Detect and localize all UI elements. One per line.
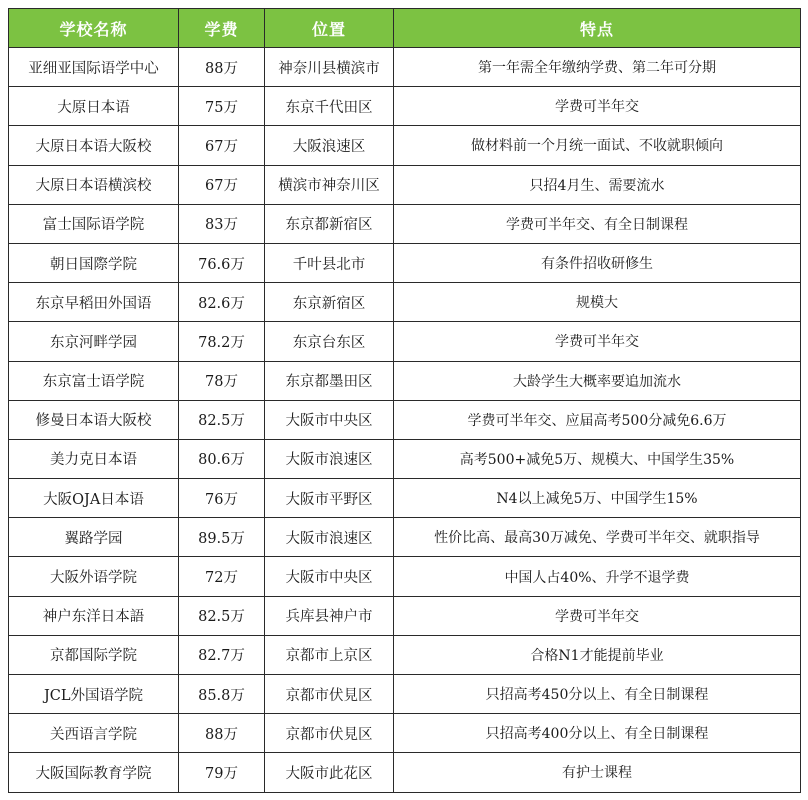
cell-features: 合格N1才能提前毕业: [394, 635, 801, 674]
cell-fee: 75万: [179, 87, 265, 126]
cell-location: 神奈川县横滨市: [265, 48, 394, 87]
cell-features: 学费可半年交: [394, 322, 801, 361]
cell-location: 兵库县神户市: [265, 596, 394, 635]
table-row: [9, 675, 801, 714]
header-location: 位置: [265, 9, 394, 48]
cell-school-name: 东京富士语学院: [9, 361, 179, 400]
cell-fee: 82.5万: [179, 400, 265, 439]
cell-school-name: 翼路学园: [9, 518, 179, 557]
cell-location: 东京都墨田区: [265, 361, 394, 400]
cell-location: 京都市伏見区: [265, 675, 394, 714]
cell-fee: 83万: [179, 204, 265, 243]
cell-location: 千叶县北市: [265, 243, 394, 282]
cell-location: 东京都新宿区: [265, 204, 394, 243]
cell-features: 有条件招收研修生: [394, 243, 801, 282]
cell-location: 大阪浪速区: [265, 126, 394, 165]
cell-features: 第一年需全年缴纳学费、第二年可分期: [394, 48, 801, 87]
table-row: [9, 714, 801, 753]
cell-fee: 79万: [179, 753, 265, 792]
cell-location: 大阪市平野区: [265, 479, 394, 518]
cell-school-name: 大原日本语大阪校: [9, 126, 179, 165]
cell-features: 高考500+减免5万、规模大、中国学生35%: [394, 439, 801, 478]
cell-fee: 78万: [179, 361, 265, 400]
cell-fee: 76万: [179, 479, 265, 518]
cell-location: 大阪市此花区: [265, 753, 394, 792]
table-row: [9, 557, 801, 596]
table-row: [9, 439, 801, 478]
cell-features: 学费可半年交、有全日制课程: [394, 204, 801, 243]
cell-school-name: 修曼日本语大阪校: [9, 400, 179, 439]
cell-location: 大阪市中央区: [265, 400, 394, 439]
cell-fee: 85.8万: [179, 675, 265, 714]
cell-school-name: 大原日本语: [9, 87, 179, 126]
cell-location: 京都市伏見区: [265, 714, 394, 753]
table-row: [9, 596, 801, 635]
table-row: [9, 87, 801, 126]
cell-features: 规模大: [394, 283, 801, 322]
cell-features: 学费可半年交: [394, 596, 801, 635]
table-body: [9, 48, 801, 793]
table-row: [9, 518, 801, 557]
table-row: [9, 48, 801, 87]
cell-location: 东京新宿区: [265, 283, 394, 322]
table-row: [9, 322, 801, 361]
cell-location: 横滨市神奈川区: [265, 165, 394, 204]
cell-fee: 82.5万: [179, 596, 265, 635]
cell-features: 大龄学生大概率要追加流水: [394, 361, 801, 400]
cell-fee: 88万: [179, 714, 265, 753]
cell-school-name: 朝日国際学院: [9, 243, 179, 282]
cell-location: 大阪市中央区: [265, 557, 394, 596]
header-school-name: 学校名称: [9, 9, 179, 48]
cell-school-name: 大阪OJA日本语: [9, 479, 179, 518]
cell-location: 京都市上京区: [265, 635, 394, 674]
table-header: [9, 9, 801, 48]
table-row: [9, 479, 801, 518]
cell-school-name: 东京早稻田外国语: [9, 283, 179, 322]
header-features: 特点: [394, 9, 801, 48]
cell-school-name: 京都国际学院: [9, 635, 179, 674]
table-row: [9, 243, 801, 282]
cell-fee: 76.6万: [179, 243, 265, 282]
cell-fee: 67万: [179, 126, 265, 165]
header-fee: 学费: [179, 9, 265, 48]
cell-school-name: 亚细亚国际语学中心: [9, 48, 179, 87]
cell-school-name: 大阪外语学院: [9, 557, 179, 596]
cell-location: 大阪市浪速区: [265, 439, 394, 478]
cell-fee: 67万: [179, 165, 265, 204]
cell-school-name: JCL外国语学院: [9, 675, 179, 714]
cell-features: 性价比高、最高30万减免、学费可半年交、就职指导: [394, 518, 801, 557]
table-row: [9, 204, 801, 243]
table-row: [9, 283, 801, 322]
cell-location: 大阪市浪速区: [265, 518, 394, 557]
cell-fee: 88万: [179, 48, 265, 87]
table-row: [9, 753, 801, 792]
cell-features: 做材料前一个月统一面试、不收就职倾向: [394, 126, 801, 165]
cell-school-name: 大阪国际教育学院: [9, 753, 179, 792]
cell-location: 东京台东区: [265, 322, 394, 361]
cell-features: 有护士课程: [394, 753, 801, 792]
cell-fee: 78.2万: [179, 322, 265, 361]
table-row: [9, 635, 801, 674]
cell-school-name: 关西语言学院: [9, 714, 179, 753]
school-table: [8, 8, 801, 793]
cell-school-name: 神户东洋日本語: [9, 596, 179, 635]
cell-features: 学费可半年交: [394, 87, 801, 126]
cell-fee: 80.6万: [179, 439, 265, 478]
cell-fee: 82.7万: [179, 635, 265, 674]
cell-school-name: 富士国际语学院: [9, 204, 179, 243]
cell-school-name: 东京河畔学园: [9, 322, 179, 361]
cell-features: 中国人占40%、升学不退学费: [394, 557, 801, 596]
header-row: [9, 9, 801, 48]
table-row: [9, 400, 801, 439]
table-row: [9, 361, 801, 400]
table-row: [9, 165, 801, 204]
cell-features: 只招高考450分以上、有全日制课程: [394, 675, 801, 714]
cell-school-name: 大原日本语横滨校: [9, 165, 179, 204]
cell-fee: 72万: [179, 557, 265, 596]
cell-features: N4以上减免5万、中国学生15%: [394, 479, 801, 518]
cell-fee: 89.5万: [179, 518, 265, 557]
table-row: [9, 126, 801, 165]
cell-fee: 82.6万: [179, 283, 265, 322]
cell-features: 学费可半年交、应届高考500分减免6.6万: [394, 400, 801, 439]
cell-location: 东京千代田区: [265, 87, 394, 126]
cell-features: 只招高考400分以上、有全日制课程: [394, 714, 801, 753]
cell-features: 只招4月生、需要流水: [394, 165, 801, 204]
cell-school-name: 美力克日本语: [9, 439, 179, 478]
